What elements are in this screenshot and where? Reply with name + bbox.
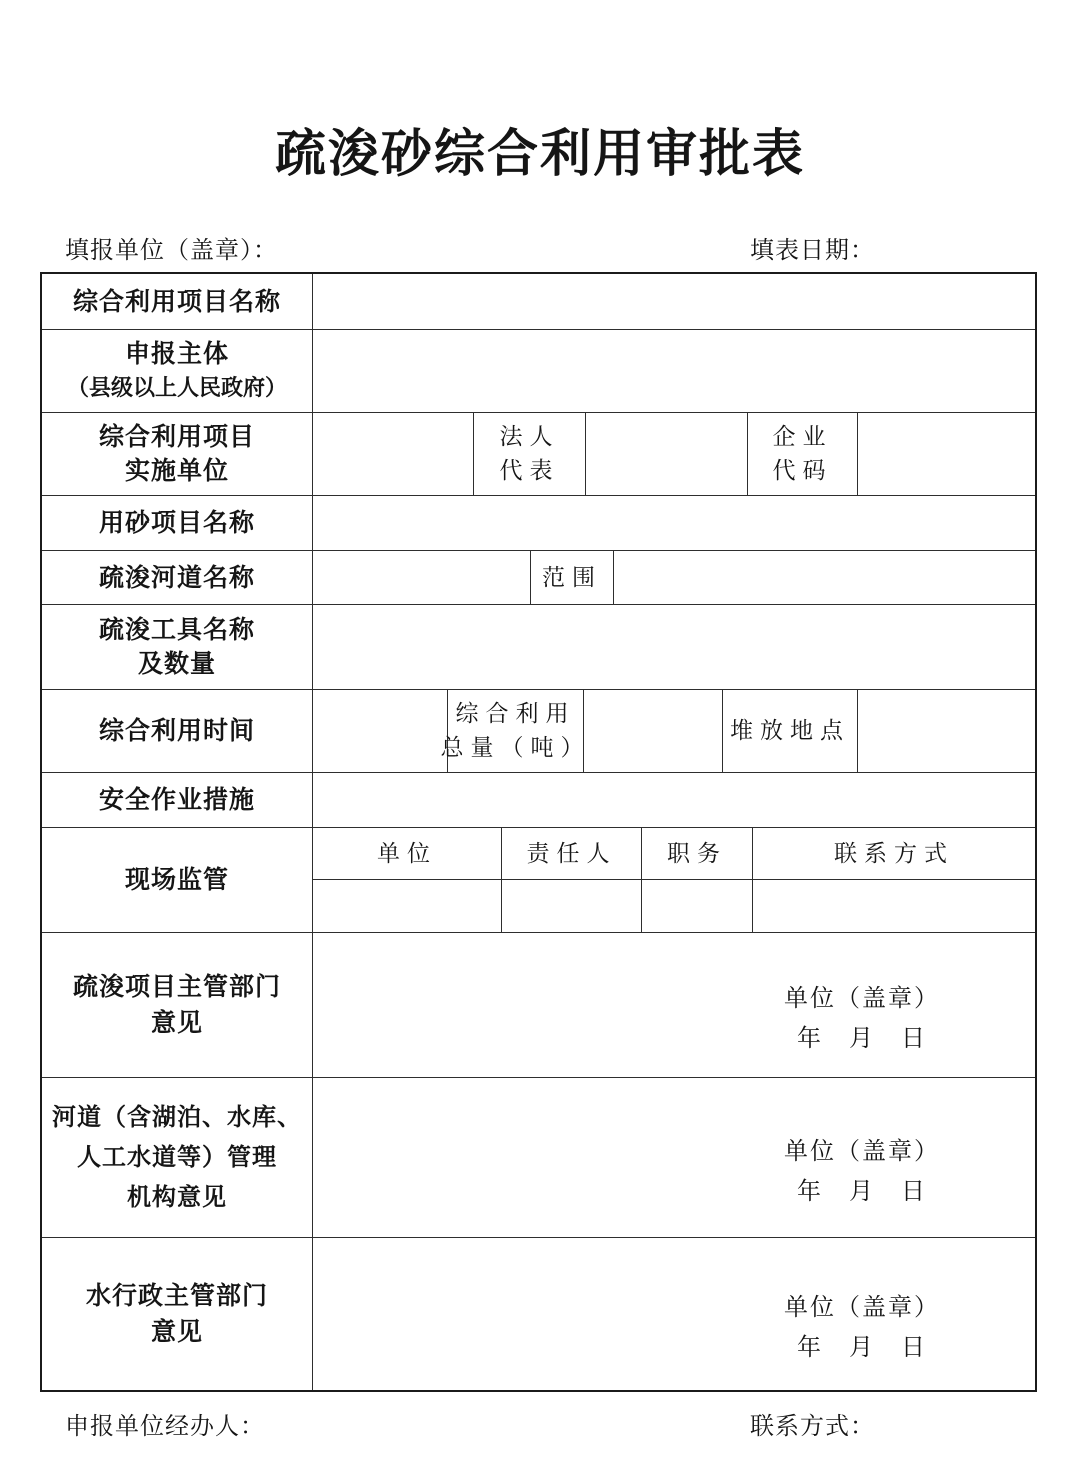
implementing-unit-input-cell[interactable] — [312, 413, 473, 495]
seal-and-date-block — [784, 1132, 940, 1212]
stacking-location-input-cell[interactable] — [857, 690, 1035, 772]
dredging-tools-input-cell[interactable] — [312, 605, 1035, 689]
river-name-row — [42, 550, 1035, 604]
supervision-col-responsible: 责任人 — [501, 828, 641, 879]
sand-project-input-cell[interactable] — [312, 496, 1035, 550]
dredging-authority-opinion-label: 疏浚项目主管部门 意见 — [72, 973, 281, 1037]
range-input-cell[interactable] — [613, 551, 1035, 604]
legal-representative-input-cell[interactable] — [585, 413, 747, 495]
site-supervision-row — [42, 827, 1035, 932]
implementing-unit-row — [42, 412, 1035, 495]
supervision-unit-input-cell[interactable] — [313, 880, 501, 932]
legal-representative-label: 法人 代表 — [473, 413, 585, 495]
sand-project-row — [42, 495, 1035, 550]
dredging-authority-opinion-input-cell[interactable] — [312, 933, 1035, 1077]
river-authority-opinion-input-cell[interactable] — [312, 1078, 1035, 1237]
declaring-body-label: 申报主体 （县级以上人民政府） — [66, 340, 287, 400]
seal-and-date-block — [784, 979, 940, 1059]
fill-date-label: 填表日期： — [750, 238, 875, 264]
supervision-position-input-cell[interactable] — [641, 880, 752, 932]
unit-seal-label: 单位（盖章） — [784, 1138, 940, 1165]
river-name-input-cell[interactable] — [312, 551, 530, 604]
total-amount-input-cell[interactable] — [583, 690, 722, 772]
river-authority-opinion-label: 河道（含湖泊、水库、 人工水道等）管理 机构意见 — [52, 1103, 302, 1211]
year-month-day-label: 年 月 日 — [797, 1178, 927, 1205]
utilization-time-input-cell[interactable] — [312, 690, 447, 772]
project-name-row — [42, 274, 1035, 329]
reporting-unit-seal-label: 填报单位（盖章）： — [65, 238, 278, 264]
supervision-contact-input-cell[interactable] — [752, 880, 1035, 932]
supervision-col-position: 职务 — [641, 828, 752, 879]
project-name-label: 综合利用项目名称 — [72, 287, 281, 316]
seal-and-date-block — [784, 1288, 940, 1368]
water-authority-opinion-input-cell[interactable] — [312, 1238, 1035, 1390]
supervision-col-contact: 联系方式 — [752, 828, 1035, 879]
stacking-location-label: 堆放地点 — [722, 690, 857, 772]
range-label: 范围 — [530, 551, 613, 604]
safety-measures-label: 安全作业措施 — [98, 786, 255, 814]
unit-seal-label: 单位（盖章） — [784, 1295, 940, 1321]
supervision-col-unit: 单位 — [377, 840, 437, 866]
safety-measures-input-cell[interactable] — [312, 773, 1035, 827]
year-month-day-label: 年 月 日 — [797, 1026, 927, 1052]
dredging-tools-label: 疏浚工具名称 及数量 — [98, 616, 255, 678]
supervision-value-row — [313, 880, 1035, 932]
utilization-time-row — [42, 689, 1035, 772]
dredging-authority-opinion-row — [42, 932, 1035, 1077]
year-month-day-label: 年 月 日 — [797, 1335, 927, 1361]
river-name-label: 疏浚河道名称 — [98, 563, 255, 592]
handler-label: 申报单位经办人： — [65, 1414, 265, 1440]
form-title: 疏浚砂综合利用审批表 — [274, 127, 805, 183]
total-amount-label: 综合利用 总量（吨） — [447, 690, 583, 772]
enterprise-code-label: 企业 代码 — [747, 413, 857, 495]
utilization-time-label: 综合利用时间 — [98, 717, 255, 745]
water-authority-opinion-row — [42, 1237, 1035, 1390]
enterprise-code-input-cell[interactable] — [857, 413, 1035, 495]
safety-measures-row — [42, 772, 1035, 827]
site-supervision-label: 现场监管 — [124, 866, 229, 894]
site-supervision-grid — [312, 828, 1035, 932]
contact-label: 联系方式： — [750, 1414, 875, 1440]
implementing-unit-label: 综合利用项目 实施单位 — [98, 423, 255, 485]
supervision-responsible-input-cell[interactable] — [501, 880, 641, 932]
river-authority-opinion-row — [42, 1077, 1035, 1237]
unit-seal-label: 单位（盖章） — [784, 986, 940, 1012]
supervision-header-row — [313, 828, 1035, 880]
dredging-tools-row — [42, 604, 1035, 689]
water-authority-opinion-label: 水行政主管部门 意见 — [85, 1282, 268, 1346]
sand-project-label: 用砂项目名称 — [98, 509, 255, 537]
project-name-input-cell[interactable] — [312, 274, 1035, 329]
approval-table — [40, 272, 1037, 1392]
declaring-body-row — [42, 329, 1035, 412]
declaring-body-input-cell[interactable] — [312, 330, 1035, 412]
